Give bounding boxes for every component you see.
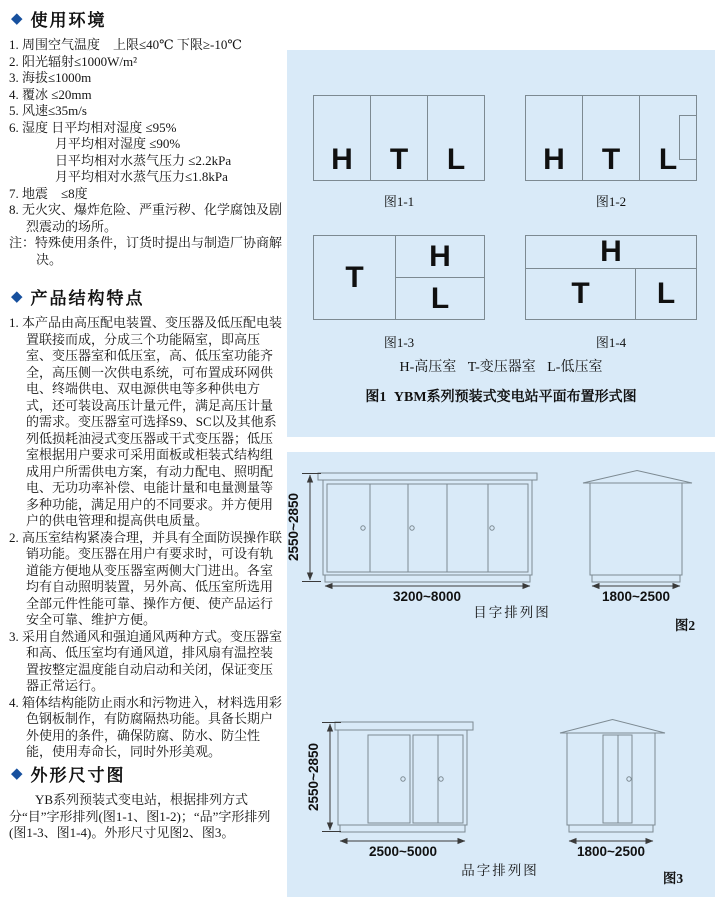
cabinet-base [325,575,530,582]
room-label-h: H [600,235,622,268]
env-item-8: 8. 无火灾、爆炸危险、严重污秽、化学腐蚀及剧烈震动的场所。 [9,202,283,234]
cabinet-body [567,733,655,825]
plan-fig1-1 [313,95,485,181]
door-handle [401,777,405,781]
fig1-4-label: 图1-4 [595,335,627,350]
section-title: 使用环境 [30,10,107,30]
room-cell-h [396,236,484,278]
figure1-panel [287,50,715,437]
cabinet-base [340,825,465,832]
fig1-room-legend: H-高压室 T-变压器室 L-低压室 [399,360,603,375]
roof-slab [335,722,473,730]
room-cell-h [314,96,371,180]
room-label-h: H [331,143,353,176]
pin-arrangement-caption: 品字排列图 [461,863,539,878]
side-width-dimension-label: 1800~2500 [602,589,670,604]
env-item-1: 1. 周围空气温度 上限≤40℃ 下限≥-10℃ [9,37,242,52]
door-handle [361,526,365,530]
room-label-l: L [430,281,450,315]
usage-environment-list [9,37,285,268]
room-label-t: T [601,143,621,176]
cabinet-body [338,730,467,825]
diamond-bullet-icon: ◆ [11,286,23,305]
mu-arrangement-caption: 目字排列图 [473,605,551,620]
diamond-bullet-icon: ◆ [11,8,23,27]
fig3-side-view-drawing [560,720,683,887]
plan-fig1-3 [313,235,485,320]
room-cell-h [526,96,583,180]
fig1-1-label: 图1-1 [383,194,415,209]
peaked-roof [583,471,692,484]
peaked-roof [560,720,665,734]
cabinet-body [323,480,532,575]
room-label-h: H [429,239,451,273]
structure-item-3: 3. 采用自然通风和强迫通风两种方式。变压器室和高、低压室均有通风道，排风扇有温控装置按整定温度能自动启动和关闭，保证变压器正常运行。 [9,628,283,693]
plan-fig1-2 [525,95,697,181]
height-dimension-label: 2550~2850 [287,493,301,561]
room-label-t: T [389,143,409,176]
section-header [9,286,285,306]
fig2-label: 图2 [674,618,696,633]
width-dimension-label: 2500~5000 [369,844,437,859]
fig1-2-label: 图1-2 [595,194,627,209]
door-frame [327,484,528,572]
room-cell-h [526,236,696,269]
room-label-t: T [345,260,364,294]
left-door [368,735,410,823]
env-note: 注：特殊使用条件，订货时提出与制造厂协商解决。 [9,235,283,267]
structure-item-2: 2. 高压室结构紧凑合理，并具有全面防误操作联销功能。变压器在用户有要求时，可设有轨道能方便地从变压器室两侧大门进出。各室均有自动照明装置，另外高、低压室所选用全部元件性能可靠、操作方便、使产品运行安全可靠、维护方便。 [9,529,283,627]
room-cell-t [526,269,636,319]
roof-slab [318,473,537,480]
side-width-dimension-label: 1800~2500 [577,844,645,859]
section-structure-features [9,286,285,761]
door-handle [490,526,494,530]
figure23-panel [287,452,715,897]
env-item-5: 5. 风速≤35m/s [9,103,87,118]
room-cell-l [428,96,484,180]
mu-front-view-drawing [287,473,551,620]
section-usage-environment [9,8,285,268]
env-item-3: 3. 海拔≤1000m [9,70,92,85]
section-outline-dimensions [9,763,285,842]
room-cell-t [314,236,396,319]
env-item-7: 7. 地震 ≤8度 [9,185,88,201]
room-cell-l [640,96,696,180]
dimension-drawings-svg [287,452,715,897]
door-handle [410,526,414,530]
structure-item-1: 1. 本产品由高压配电装置、变压器及低压配电装置联接而成，分成三个功能隔室，即高压室、变压器室和低压室，高、低压室功能齐全，高压侧一次供电系统，可布置成环网供电、终端供电、双电源供电等多种供电方式，还可装设高压计量元件，满足高压计量的需求。变压器室可选择S9、SC以及其他系列低损耗油浸式变压器或干式变压器；低压室根据用户要求可采用面板或柜装式结构组成用户所需供电方案，有动力配电、照明配电、无功功率补偿、电能计量和电量测量等多种功能，满足用户的不同要求。并方便用户的供电管理和提高供电质量。 [9,315,283,528]
cabinet-base [569,825,653,832]
room-label-l: L [658,143,678,176]
room-label-h: H [543,143,565,176]
fig2-side-view-drawing [583,471,695,634]
section-header [9,8,285,28]
env-item-2: 2. 阳光辐射≤1000W/m² [9,53,138,69]
room-label-l: L [446,143,466,176]
door-handle [439,777,443,781]
env-item-4: 4. 覆冰 ≤20mm [9,86,92,102]
env-item-6-sub-1: 月平均相对湿度 ≤90% [55,136,181,151]
structure-item-4: 4. 箱体结构能防止雨水和污物进入，材料选用彩色钢板制作，有防腐隔热功能。具备长期户外使用的条件，确保防腐、防水、防尘性能，使用寿命长，同时外形美观。 [9,694,283,759]
width-dimension-label: 3200~8000 [393,589,461,604]
section-title: 产品结构特点 [30,288,145,308]
fig1-caption: 图1 YBM系列预装式变电站平面布置形式图 [365,390,637,405]
room-cell-t [371,96,428,180]
diamond-bullet-icon: ◆ [11,763,23,782]
env-item-6-sub-3: 月平均相对水蒸气压力≤1.8kPa [55,169,228,184]
env-item-6: 6. 湿度 日平均相对湿度 ≤95% [9,119,177,135]
room-label-t: T [571,277,590,310]
room-label-l: L [656,277,676,310]
outline-dimensions-paragraph: YB系列预装式变电站，根据排列方式分“目”字形排列(图1-1、图1-2)；“品”字形排列(图1-3、图1-4)。外形尺寸见图2、图3。 [9,792,271,840]
door-handle [627,777,631,781]
section-header [9,763,285,783]
cabinet-body [590,483,682,575]
structure-feature-list [9,315,285,761]
fig1-3-label: 图1-3 [383,335,415,350]
height-dimension-label: 2550~2850 [306,743,321,811]
room-cell-l [396,278,484,319]
cabinet-base [592,575,680,582]
section-title: 外形尺寸图 [30,765,126,785]
fig3-label: 图3 [662,871,684,886]
plan-fig1-4 [525,235,697,320]
pin-front-view-drawing [306,722,539,878]
env-item-6-sub-2: 日平均相对水蒸气压力 ≤2.2kPa [55,152,232,168]
room-cell-l [636,269,696,319]
room-cell-t [583,96,640,180]
